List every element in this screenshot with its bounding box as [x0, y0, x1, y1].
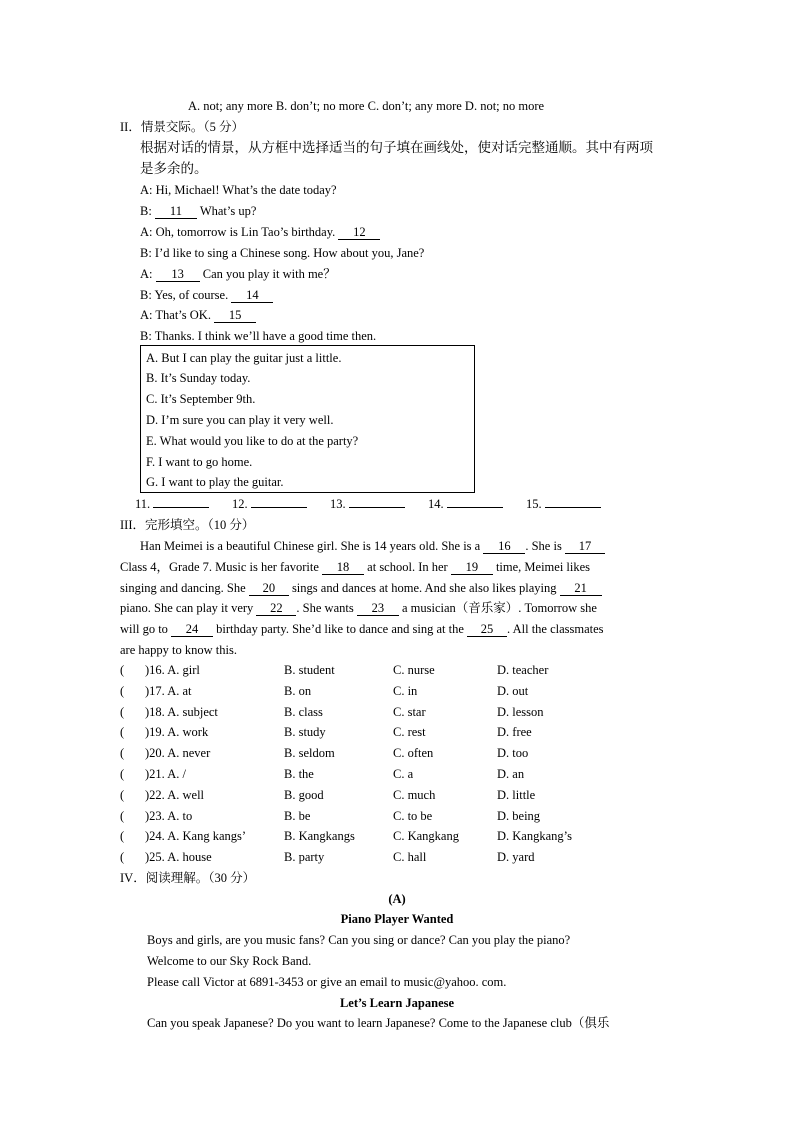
question-option-c[interactable]: C. nurse — [393, 663, 435, 677]
blank-22[interactable]: 22 — [256, 601, 296, 616]
answer-paren[interactable]: ( — [120, 767, 125, 781]
question-option-d[interactable]: D. free — [497, 725, 532, 740]
passage-text: time, Meimei likes — [492, 560, 591, 574]
dialogue-line-3 — [140, 224, 380, 240]
answer-label: 14. — [428, 497, 444, 511]
answer-paren[interactable]: ( — [120, 746, 125, 761]
section-4-title: IV．阅读理解。（30 分） — [120, 871, 256, 885]
question-option-b[interactable]: B. good — [284, 787, 324, 802]
answer-paren[interactable]: ( — [120, 704, 125, 719]
blank-20[interactable]: 20 — [249, 581, 289, 596]
question-option-b[interactable]: B. class — [284, 704, 323, 719]
blank-12[interactable]: 12 — [338, 225, 380, 240]
answer-blank[interactable] — [153, 507, 209, 508]
box-option-f: F. I want to go home. — [146, 455, 253, 469]
answer-blank[interactable] — [545, 507, 601, 508]
question-option-b[interactable]: B. be — [284, 808, 311, 823]
question-option-d[interactable]: D. lesson — [497, 704, 544, 719]
ad1-line-2: Welcome to our Sky Rock Band. — [147, 954, 312, 968]
question-option-b[interactable]: B. Kangkangs — [284, 829, 355, 844]
passage-line-3 — [120, 580, 602, 596]
question-option-c[interactable]: C. in — [393, 683, 418, 698]
question-option-b[interactable]: B. on — [284, 683, 312, 698]
question-option-a[interactable]: )22. A. well — [145, 787, 205, 802]
answer-paren[interactable]: ( — [120, 725, 125, 740]
box-option-g: G. I want to play the guitar. — [146, 475, 284, 489]
blank-21[interactable]: 21 — [560, 581, 602, 596]
reading-part-label: (A) — [388, 892, 406, 906]
blank-11[interactable]: 11 — [155, 204, 197, 219]
blank-16[interactable]: 16 — [483, 539, 525, 554]
blank-19[interactable]: 19 — [451, 560, 493, 575]
blank-23[interactable]: 23 — [357, 601, 399, 616]
question-option-d[interactable]: D. too — [497, 746, 529, 761]
question-option-b[interactable]: B. seldom — [284, 746, 335, 761]
question-option-d[interactable]: D. Kangkang’s — [497, 829, 572, 844]
question-option-d[interactable]: D. out — [497, 683, 529, 698]
answer-paren[interactable]: ( — [120, 787, 125, 802]
question-option-a[interactable]: )17. A. at — [145, 683, 192, 698]
dialogue-line-8: B: Thanks. I think we’ll have a good time then. — [140, 329, 377, 343]
question-option-c[interactable]: C. star — [393, 704, 426, 719]
question-option-c[interactable]: C. a — [393, 767, 414, 781]
question-option-d[interactable]: D. an — [497, 767, 525, 781]
passage-text: a musician（音乐家）. Tomorrow she — [398, 601, 597, 615]
box-option-c: C. It’s September 9th. — [146, 392, 256, 406]
question-option-c[interactable]: C. hall — [393, 850, 427, 865]
blank-17[interactable]: 17 — [565, 539, 605, 554]
answer-blank[interactable] — [349, 507, 405, 508]
dialogue-text: B: Yes, of course. — [140, 288, 232, 302]
blank-18[interactable]: 18 — [322, 560, 364, 575]
section-2-instructions-line2: 是多余的。 — [140, 161, 208, 176]
answer-14[interactable] — [428, 496, 503, 512]
answer-paren[interactable]: ( — [120, 808, 125, 823]
question-option-a[interactable]: )21. A. / — [145, 767, 186, 781]
answer-paren[interactable]: ( — [120, 850, 125, 865]
dialogue-text: A: Oh, tomorrow is Lin Tao’s birthday. — [140, 225, 339, 239]
question-option-c[interactable]: C. to be — [393, 808, 433, 823]
answer-15[interactable] — [526, 496, 601, 512]
dialogue-line-7 — [140, 307, 256, 323]
dialogue-line-4: B: I’d like to sing a Chinese song. How about you, Jane? — [140, 246, 425, 260]
answer-12[interactable] — [232, 496, 307, 512]
dialogue-line-1: A: Hi, Michael! What’s the date today? — [140, 183, 337, 197]
question-option-c[interactable]: C. Kangkang — [393, 829, 459, 844]
passage-text: at school. In her — [364, 560, 451, 574]
passage-line-6: are happy to know this. — [120, 643, 237, 657]
ad1-line-3: Please call Victor at 6891-3453 or give an email to music@yahoo. com. — [147, 975, 507, 989]
section-3-title: III．完形填空。（10 分） — [120, 518, 255, 532]
dialogue-text: A: That’s OK. — [140, 308, 215, 322]
passage-text: . She is — [525, 539, 565, 553]
passage-line-2 — [120, 559, 590, 575]
box-option-a: A. But I can play the guitar just a little. — [146, 351, 342, 365]
answer-13[interactable] — [330, 496, 405, 512]
passage-text: Class 4，Grade 7. Music is her favorite — [120, 560, 323, 574]
question-option-b[interactable]: B. student — [284, 663, 335, 677]
passage-text: piano. She can play it very — [120, 601, 257, 615]
question-option-c[interactable]: C. much — [393, 787, 436, 802]
box-option-b: B. It’s Sunday today. — [146, 371, 251, 385]
question-option-a[interactable]: )20. A. never — [145, 746, 211, 761]
dialogue-line-6 — [140, 287, 273, 303]
question-option-a[interactable]: )19. A. work — [145, 725, 209, 740]
blank-13[interactable]: 13 — [156, 267, 200, 282]
dialogue-speaker: A: — [140, 267, 156, 281]
answer-11[interactable] — [135, 496, 209, 512]
question-option-b[interactable]: B. study — [284, 725, 326, 740]
passage-text: . She wants — [296, 601, 357, 615]
passage-text: birthday party. She’d like to dance and sing at the — [213, 622, 468, 636]
passage-text: sings and dances at home. And she also likes playing — [288, 581, 560, 595]
ad1-line-1: Boys and girls, are you music fans? Can you sing or dance? Can you play the piano? — [147, 933, 571, 947]
passage-text: will go to — [120, 622, 172, 636]
section-2-title: II．情景交际。（5 分） — [120, 120, 244, 134]
ad2-title: Let’s Learn Japanese — [339, 996, 455, 1010]
question-option-a[interactable]: )24. A. Kang kangs’ — [145, 829, 247, 844]
question-option-d[interactable]: D. yard — [497, 850, 535, 865]
passage-line-1 — [140, 538, 605, 554]
dialogue-speaker: B: — [140, 204, 155, 218]
box-option-e: E. What would you like to do at the party? — [146, 434, 359, 448]
answer-blank[interactable] — [251, 507, 307, 508]
answer-label: 15. — [526, 497, 542, 511]
question-option-d[interactable]: D. little — [497, 787, 536, 802]
blank-14[interactable]: 14 — [231, 288, 273, 303]
question-option-d[interactable]: D. being — [497, 808, 541, 823]
question-option-c[interactable]: C. rest — [393, 725, 426, 740]
ad1-title: Piano Player Wanted — [340, 912, 454, 926]
passage-text: . All the classmates — [507, 622, 604, 636]
answer-label: 13. — [330, 497, 346, 511]
blank-24[interactable]: 24 — [171, 622, 213, 637]
question-option-a[interactable]: )25. A. house — [145, 850, 212, 865]
dialogue-line-5 — [140, 266, 336, 282]
passage-line-5 — [120, 621, 604, 637]
section-2-instructions-line1: 根据对话的情景，从方框中选择适当的句子填在画线处，使对话完整通顺。其中有两项 — [140, 140, 653, 155]
blank-15[interactable]: 15 — [214, 308, 256, 323]
question-option-a[interactable]: )18. A. subject — [145, 704, 218, 719]
question-option-d[interactable]: D. teacher — [497, 663, 549, 677]
question-option-a[interactable]: )23. A. to — [145, 808, 193, 823]
answer-label: 11. — [135, 497, 151, 511]
answer-paren[interactable]: ( — [120, 663, 125, 677]
ad2-line-1: Can you speak Japanese? Do you want to learn Japanese? Come to the Japanese club（俱乐 — [147, 1016, 610, 1030]
dialogue-text: Can you play it with me？ — [199, 267, 336, 281]
question-option-b[interactable]: B. the — [284, 767, 314, 781]
answer-label: 12. — [232, 497, 248, 511]
box-option-d: D. I’m sure you can play it very well. — [146, 413, 334, 427]
question-option-b[interactable]: B. party — [284, 850, 325, 865]
passage-text: singing and dancing. She — [120, 581, 249, 595]
passage-text: Han Meimei is a beautiful Chinese girl. She is 14 years old. She is a — [140, 539, 484, 553]
question-option-a[interactable]: )16. A. girl — [145, 663, 200, 677]
answer-paren[interactable]: ( — [120, 683, 125, 698]
blank-25[interactable]: 25 — [467, 622, 507, 637]
passage-line-4 — [120, 600, 597, 616]
dialogue-line-2 — [140, 203, 256, 219]
question-option-c[interactable]: C. often — [393, 746, 434, 761]
dialogue-text: What’s up? — [196, 204, 257, 218]
answer-paren[interactable]: ( — [120, 829, 125, 844]
q10-options: A. not; any more B. don’t; no more C. don’t; any more D. not; no more — [188, 99, 545, 113]
answer-blank[interactable] — [447, 507, 503, 508]
